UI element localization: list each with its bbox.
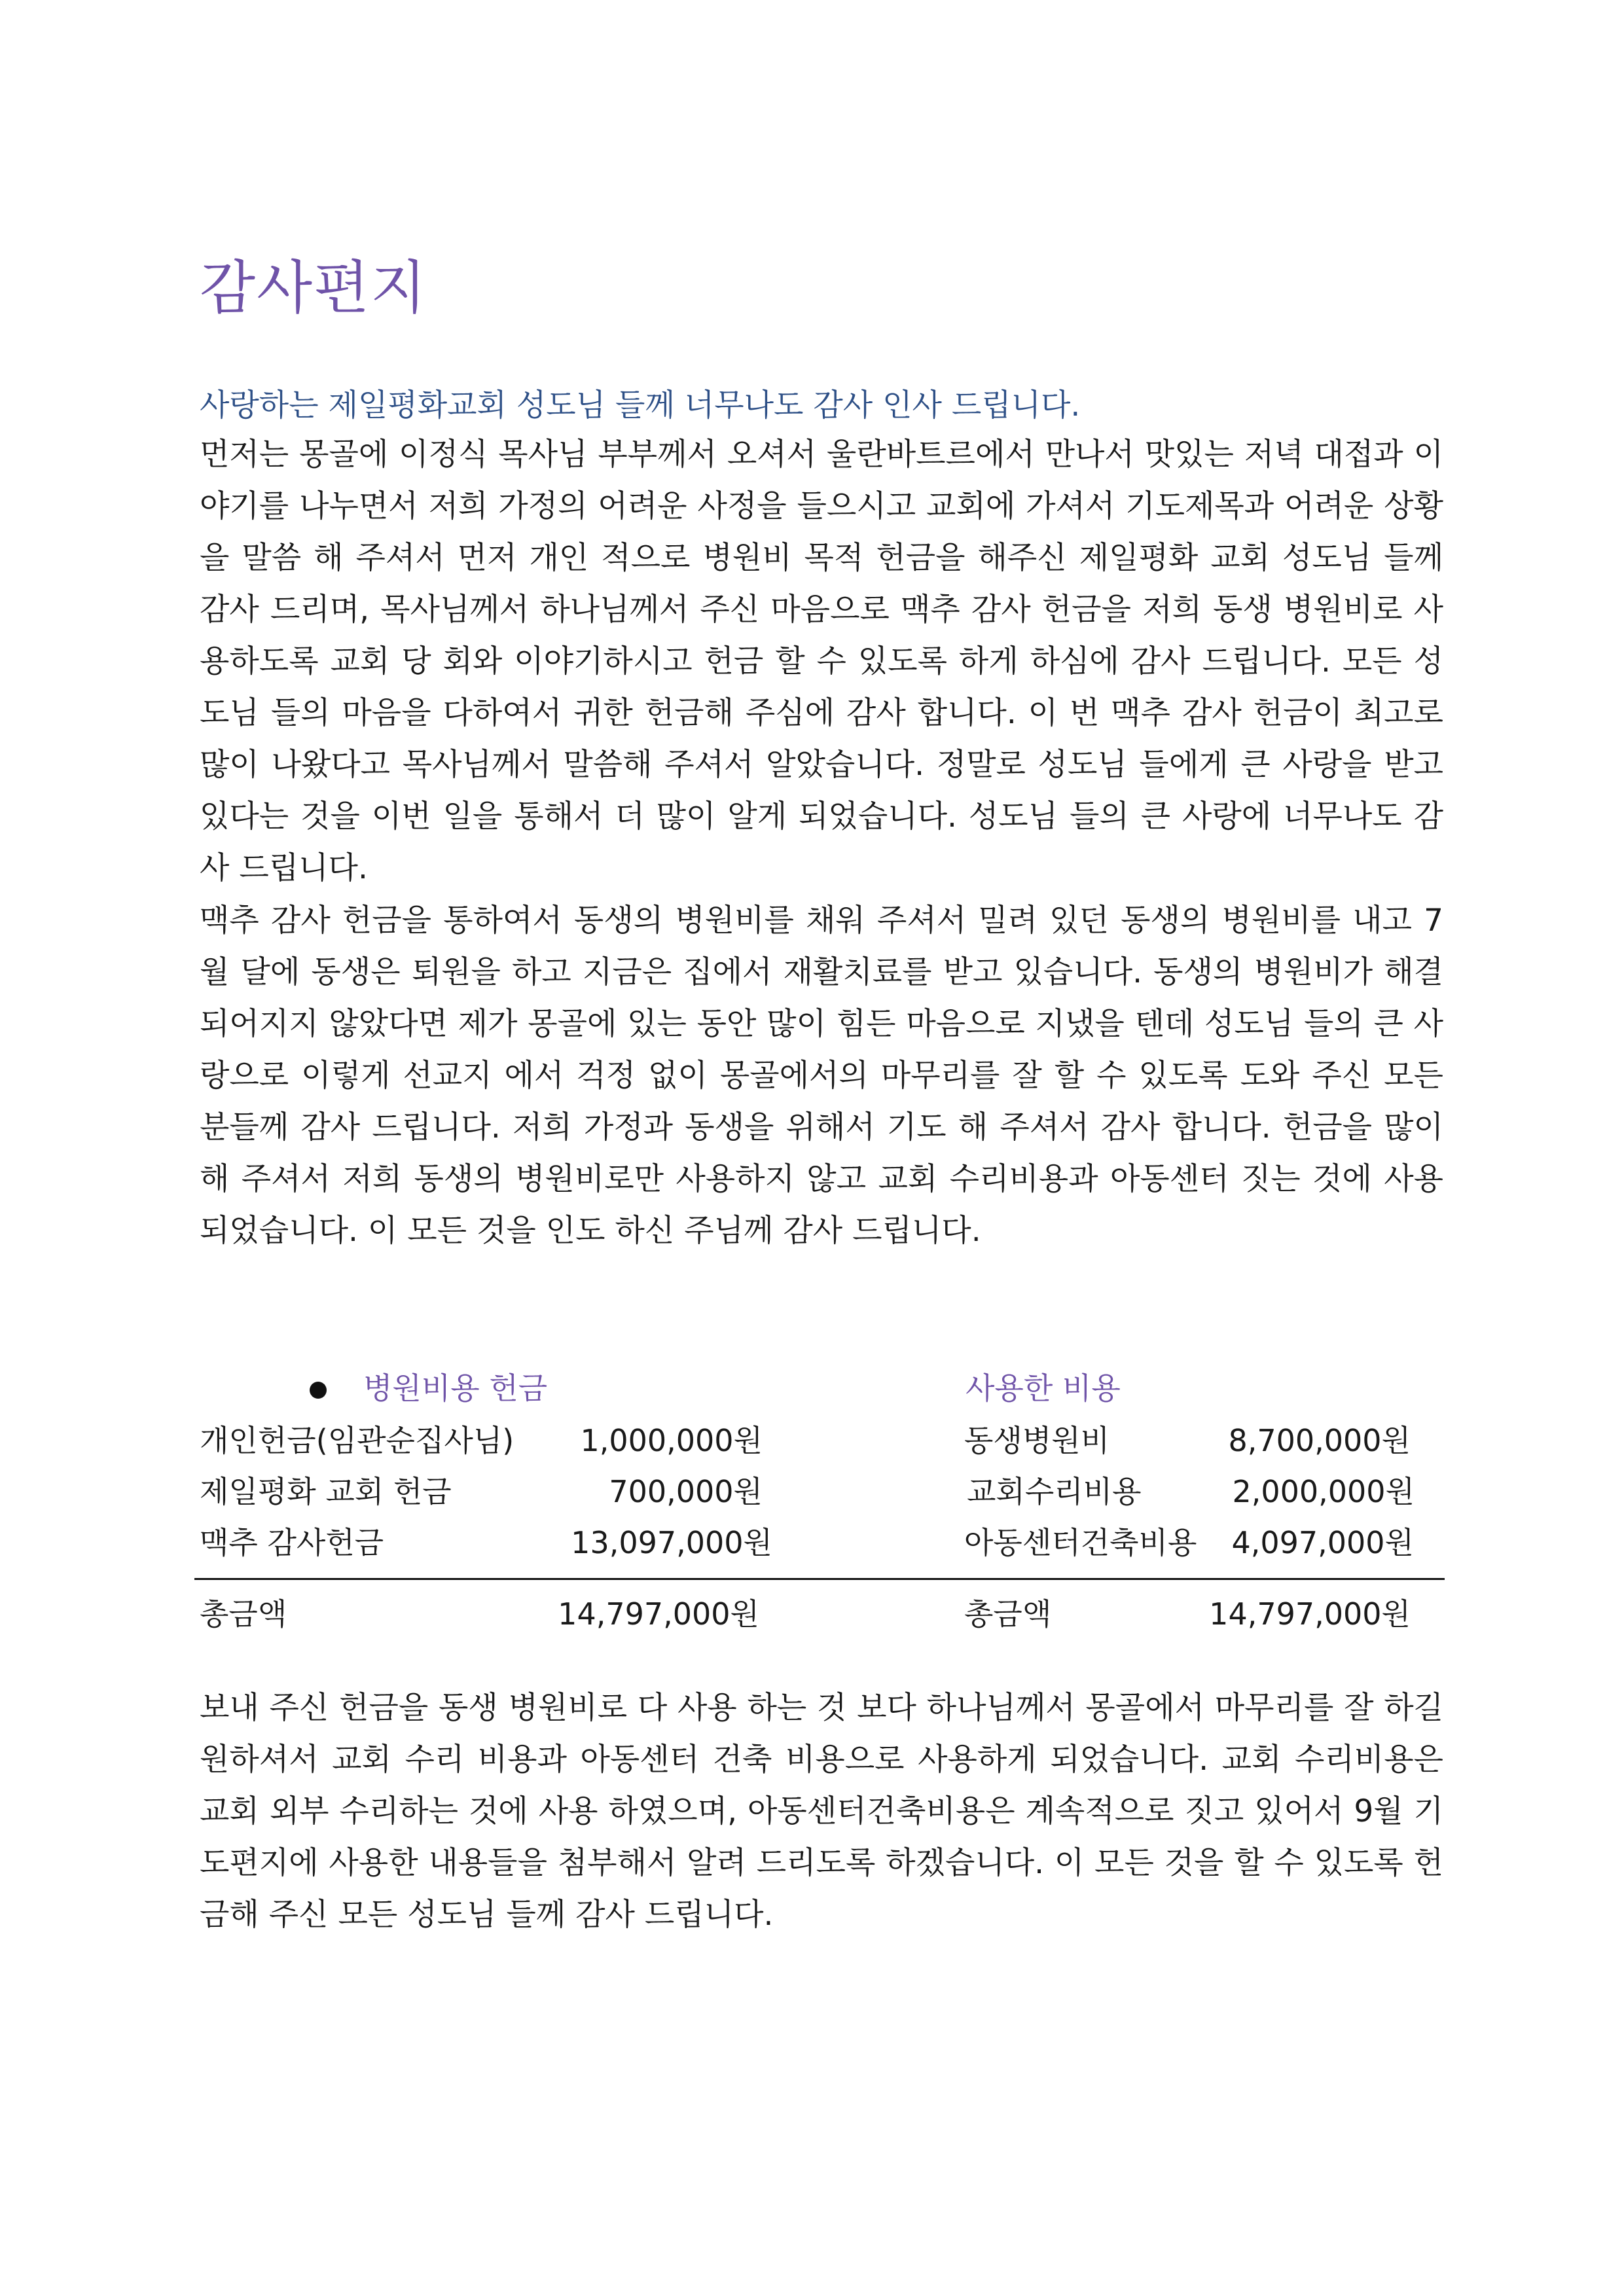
bullet-icon [310, 1382, 327, 1399]
income-header: 병원비용 헌금 [363, 1371, 548, 1406]
expense-header: 사용한 비용 [965, 1371, 1121, 1406]
income-row-amount: 13,097,000원 [571, 1525, 772, 1560]
letter-greeting: 사랑하는 제일평화교회 성도님 들께 너무나도 감사 인사 드립니다. [200, 387, 1081, 423]
body-paragraph-3: 보내 주신 헌금을 동생 병원비로 다 사용 하는 것 보다 하나님께서 몽골에서 마무리를 잘 하길 원하셔서 교회 수리 비용과 아동센터 건축 비용으로 사용하게 되었습니다. 교회 수리비용은 교회 외부 수리하는 것에 사용 하였으며, 아동센터건축비용은 계속적으로 짓고 있어서 9월 기도편지에 사용한 내용들을 첨부해서 알려 드리도록 하겠습니다. 이 모든 것을 할 수 있도록 헌금해 주신 모든 성도님 들께 감사 드립니다. [200, 1690, 1443, 1933]
total-divider [194, 1578, 1445, 1580]
income-row-label: 제일평화 교회 헌금 [200, 1474, 452, 1509]
expense-row-label: 아동센터건축비용 [964, 1525, 1197, 1560]
expense-summary-table [200, 1365, 1443, 1640]
income-row-amount: 1,000,000원 [580, 1423, 763, 1458]
income-row-amount: 700,000원 [609, 1474, 763, 1509]
body-paragraph-2: 맥추 감사 헌금을 통하여서 동생의 병원비를 채워 주셔서 밀려 있던 동생의 병원비를 내고 7월 달에 동생은 퇴원을 하고 지금은 집에서 재활치료를 받고 있습니다. 동생의 병원비가 해결 되어지지 않았다면 제가 몽골에 있는 동안 많이 힘든 마음으로 지냈을 텐데 성도님 들의 큰 사랑으로 이렇게 선교지 에서 걱정 없이 몽골에서의 마무리를 잘 할 수 있도록 도와 주신 모든 분들께 감사 드립니다. 저희 가정과 동생을 위해서 기도 해 주셔서 감사 합니다. 헌금을 많이 해 주셔서 저희 동생의 병원비로만 사용하지 않고 교회 수리비용과 아동센터 짓는 것에 사용 되었습니다. 이 모든 것을 인도 하신 주님께 감사 드립니다. [200, 903, 1443, 1249]
expense-row-amount: 4,097,000원 [1231, 1525, 1414, 1560]
letter-title: 감사편지 [200, 254, 428, 321]
income-total-label: 총금액 [200, 1596, 287, 1632]
income-row-label: 개인헌금(임관순집사님) [200, 1423, 514, 1458]
expense-total-label: 총금액 [964, 1596, 1052, 1632]
expense-row-amount: 2,000,000원 [1232, 1474, 1415, 1509]
body-paragraph-1: 먼저는 몽골에 이정식 목사님 부부께서 오셔서 울란바트르에서 만나서 맛있는 저녁 대접과 이야기를 나누면서 저희 가정의 어려운 사정을 들으시고 교회에 가셔서 기도제목과 어려운 상황을 말씀 해 주셔서 먼저 개인 적으로 병원비 목적 헌금을 해주신 제일평화 교회 성도님 들께 감사 드리며, 목사님께서 하나님께서 주신 마음으로 맥추 감사 헌금을 저희 동생 병원비로 사용하도록 교회 당 회와 이야기하시고 헌금 할 수 있도록 하게 하심에 감사 드립니다. 모든 성도님 들의 마음을 다하여서 귀한 헌금해 주심에 감사 합니다. 이 번 맥추 감사 헌금이 최고로 많이 나왔다고 목사님께서 말씀해 주셔서 알았습니다. 정말로 성도님 들에게 큰 사랑을 받고 있다는 것을 이번 일을 통해서 더 많이 알게 되었습니다. 성도님 들의 큰 사랑에 너무나도 감사 드립니다. [200, 437, 1443, 886]
expense-row-amount: 8,700,000원 [1228, 1423, 1411, 1458]
expense-row-label: 동생병원비 [964, 1423, 1110, 1458]
income-total-amount: 14,797,000원 [558, 1596, 759, 1632]
expense-total-amount: 14,797,000원 [1209, 1596, 1411, 1632]
expense-row-label: 교회수리비용 [967, 1474, 1142, 1509]
income-row-label: 맥추 감사헌금 [200, 1525, 384, 1560]
